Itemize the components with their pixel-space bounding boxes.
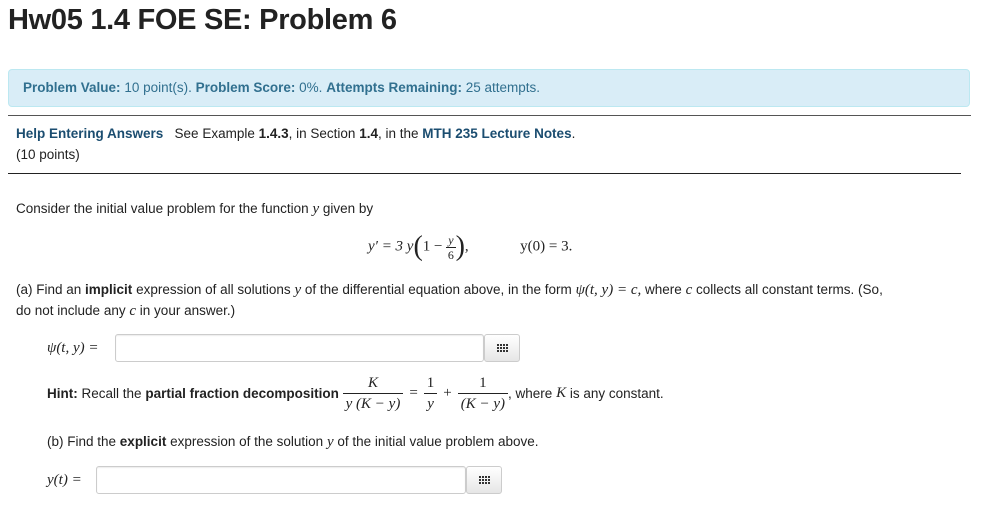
differential-equation xyxy=(368,231,572,263)
problem-status-text xyxy=(23,80,540,95)
problem-status-alert xyxy=(8,69,970,107)
grid-icon xyxy=(479,476,490,484)
hint-plus: + xyxy=(443,385,452,401)
part-a-line2-end: in your answer.) xyxy=(139,303,236,318)
help-period: . xyxy=(571,126,576,141)
hint-label: Hint: xyxy=(47,386,78,401)
part-a-line2-text: do not include any xyxy=(16,303,126,318)
problem-value-label: Problem Value: xyxy=(23,80,121,95)
part-a-text2: of the differential equation above, in the form xyxy=(304,282,572,297)
equation-one-minus: 1 − xyxy=(422,238,443,255)
help-line xyxy=(16,126,575,141)
equation-lhs: y′ = 3 y xyxy=(368,238,414,255)
part-b-prefix: (b) Find the xyxy=(47,434,117,449)
hint-bold: partial fraction decomposition xyxy=(145,386,339,401)
hint-fraction-3 xyxy=(458,375,508,412)
divider-bottom xyxy=(8,173,961,174)
hint-f1-num: K xyxy=(343,375,404,394)
fraction-denominator: 6 xyxy=(447,247,454,262)
part-a-prefix: (a) Find an xyxy=(16,282,82,297)
part-a-line1 xyxy=(16,282,883,299)
part-a-text1: expression of all solutions xyxy=(136,282,291,297)
section-number: 1.4 xyxy=(359,126,378,141)
part-a-line2-var: c xyxy=(129,303,137,319)
hint-line xyxy=(47,375,664,412)
part-a-var-y: y xyxy=(294,282,302,298)
close-paren: ) xyxy=(455,231,465,262)
hint-f3-num: 1 xyxy=(458,375,508,394)
part-a-line2 xyxy=(16,303,235,320)
intro-var: y xyxy=(312,201,320,217)
divider-top xyxy=(8,115,971,116)
attempts-remaining: 25 attempts. xyxy=(465,80,541,95)
part-a-text3: where xyxy=(645,282,682,297)
hint-tail2: is any constant. xyxy=(569,386,664,401)
equation-editor-button-b[interactable] xyxy=(466,466,502,494)
hint-f2-den: y xyxy=(427,396,434,412)
hint-equals: = xyxy=(409,385,418,401)
hint-fraction-1 xyxy=(343,375,404,412)
part-b-text2: of the initial value problem above. xyxy=(337,434,539,449)
attempts-label: Attempts Remaining: xyxy=(326,80,462,95)
lecture-notes-link[interactable]: MTH 235 Lecture Notes xyxy=(422,126,572,141)
grid-icon xyxy=(497,344,508,352)
hint-f1-den: y (K − y) xyxy=(345,396,401,412)
problem-score-label: Problem Score: xyxy=(195,80,296,95)
hint-text: Recall the xyxy=(81,386,142,401)
equation-fraction xyxy=(446,233,455,262)
answer-a-input[interactable] xyxy=(115,334,484,362)
problem-score: 0%. xyxy=(299,80,323,95)
hint-var-k: K xyxy=(556,385,567,401)
equation-comma: , xyxy=(464,238,469,255)
answer-a-label: ψ(t, y) = xyxy=(47,340,99,356)
hint-f3-den: (K − y) xyxy=(460,396,506,412)
help-entering-answers-link[interactable]: Help Entering Answers xyxy=(16,126,164,141)
example-number: 1.4.3 xyxy=(258,126,289,141)
page-title: Hw05 1.4 FOE SE: Problem 6 xyxy=(8,4,397,36)
part-a-bold: implicit xyxy=(85,282,133,297)
answer-b-input[interactable] xyxy=(96,466,466,494)
hint-f2-num: 1 xyxy=(424,375,438,394)
problem-value: 10 point(s). xyxy=(124,80,192,95)
part-a-form: ψ(t, y) = c, xyxy=(575,282,642,298)
equation-editor-button-a[interactable] xyxy=(484,334,520,362)
fraction-numerator: y xyxy=(448,232,454,247)
hint-fraction-2 xyxy=(424,375,438,412)
hint-tail1: , where xyxy=(508,386,553,401)
answer-b-label: y(t) = xyxy=(47,472,82,488)
intro-text: Consider the initial value problem for the function xyxy=(16,201,309,216)
open-paren: ( xyxy=(413,231,423,262)
help-see-text: See Example xyxy=(174,126,255,141)
intro-end: given by xyxy=(322,201,374,216)
part-b-line xyxy=(47,434,539,451)
help-in-text: , in the xyxy=(377,126,419,141)
part-a-text4: collects all constant terms. (So, xyxy=(696,282,883,297)
problem-intro xyxy=(16,201,373,218)
help-section-text: , in Section xyxy=(288,126,356,141)
part-a-var-c: c xyxy=(685,282,693,298)
points-text: (10 points) xyxy=(16,147,80,162)
part-b-bold: explicit xyxy=(119,434,167,449)
initial-condition: y(0) = 3. xyxy=(520,238,573,255)
part-b-var-y: y xyxy=(326,434,334,450)
part-b-text1: expression of the solution xyxy=(170,434,324,449)
